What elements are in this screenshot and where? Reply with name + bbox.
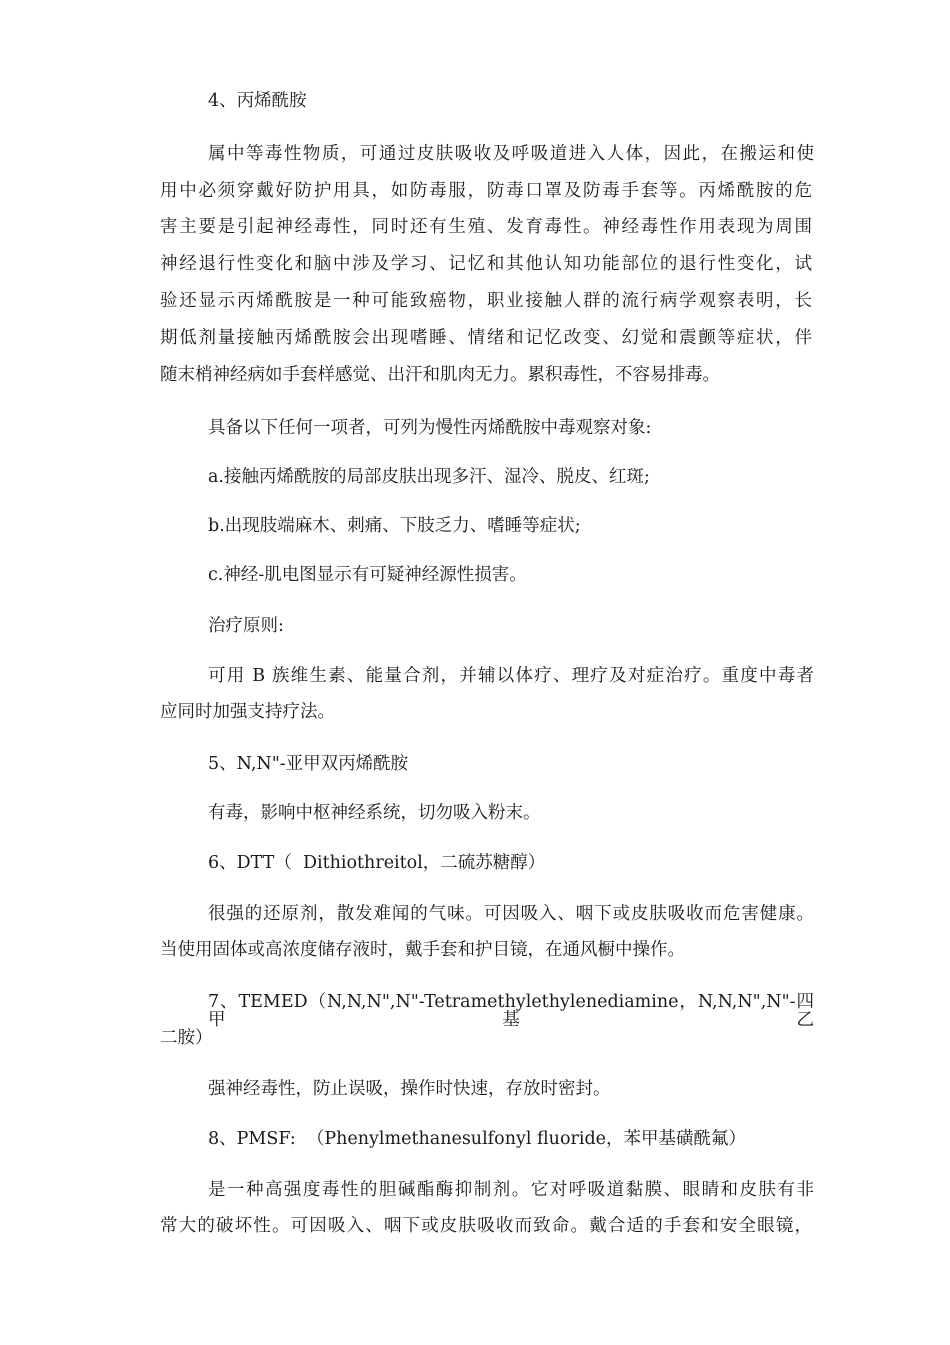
paragraph-line: 验还显示丙烯酰胺是一种可能致癌物，职业接触人群的流行病学观察表明，长 bbox=[160, 291, 812, 311]
list-item-b: b.出现肢端麻木、刺痛、下肢乏力、嗜睡等症状; bbox=[208, 516, 581, 536]
section-heading-8: 8、PMSF: （Phenylmethanesulfonyl fluoride，苯甲基磺酰氟） bbox=[208, 1129, 747, 1149]
paragraph-line: 害主要是引起神经毒性，同时还有生殖、发育毒性。神经毒性作用表现为周围 bbox=[160, 217, 812, 237]
section-heading-7-cont: 二胺） bbox=[160, 1028, 213, 1048]
paragraph-line: 用中必须穿戴好防护用具，如防毒服，防毒口罩及防毒手套等。丙烯酰胺的危 bbox=[160, 181, 812, 201]
paragraph-line: 当使用固体或高浓度储存液时，戴手套和护目镜，在通风橱中操作。 bbox=[160, 940, 685, 960]
paragraph-line: 随末梢神经病如手套样感觉、出汗和肌肉无力。累积毒性，不容易排毒。 bbox=[160, 365, 720, 385]
paragraph-line: 神经退行性变化和脑中涉及学习、记忆和其他认知功能部位的退行性变化，试 bbox=[160, 254, 812, 274]
section-heading-6: 6、DTT（ Dithiothreitol，二硫苏糖醇） bbox=[208, 853, 546, 873]
paragraph-line: 很强的还原剂，散发难闻的气味。可因吸入、咽下或皮肤吸收而危害健康。 bbox=[208, 904, 814, 924]
paragraph-line: 有毒，影响中枢神经系统，切勿吸入粉末。 bbox=[208, 803, 541, 823]
paragraph-line: 是一种高强度毒性的胆碱酯酶抑制剂。它对呼吸道黏膜、眼睛和皮肤有非 bbox=[208, 1180, 814, 1200]
paragraph-line: 可用 B 族维生素、能量合剂，并辅以体疗、理疗及对症治疗。重度中毒者 bbox=[208, 666, 814, 686]
paragraph-line: 强神经毒性，防止误吸，操作时快速，存放时密封。 bbox=[208, 1079, 611, 1099]
paragraph-line: 应同时加强支持疗法。 bbox=[160, 702, 335, 722]
paragraph-line: 属中等毒性物质，可通过皮肤吸收及呼吸道进入人体，因此，在搬运和使 bbox=[208, 144, 814, 164]
section-heading-4: 4、丙烯酰胺 bbox=[208, 91, 307, 111]
treatment-heading: 治疗原则: bbox=[208, 616, 284, 636]
list-item-c: c.神经-肌电图显示有可疑神经源性损害。 bbox=[208, 565, 527, 585]
paragraph-line: 期低剂量接触丙烯酰胺会出现嗜睡、情绪和记忆改变、幻觉和震颤等症状，伴 bbox=[160, 328, 812, 348]
section-heading-5: 5、N,N"-亚甲双丙烯酰胺 bbox=[208, 754, 409, 774]
list-item-a: a.接触丙烯酰胺的局部皮肤出现多汗、湿冷、脱皮、红斑; bbox=[208, 467, 650, 487]
paragraph-line: 常大的破坏性。可因吸入、咽下或皮肤吸收而致命。戴合适的手套和安全眼镜， bbox=[160, 1216, 812, 1236]
section-heading-7: 7、TEMED（N,N,N",N"-Tetramethylethylenediamine，N,N,N",N"-四甲基乙 bbox=[208, 992, 814, 1030]
paragraph-line: 具备以下任何一项者，可列为慢性丙烯酰胺中毒观察对象: bbox=[208, 418, 652, 438]
